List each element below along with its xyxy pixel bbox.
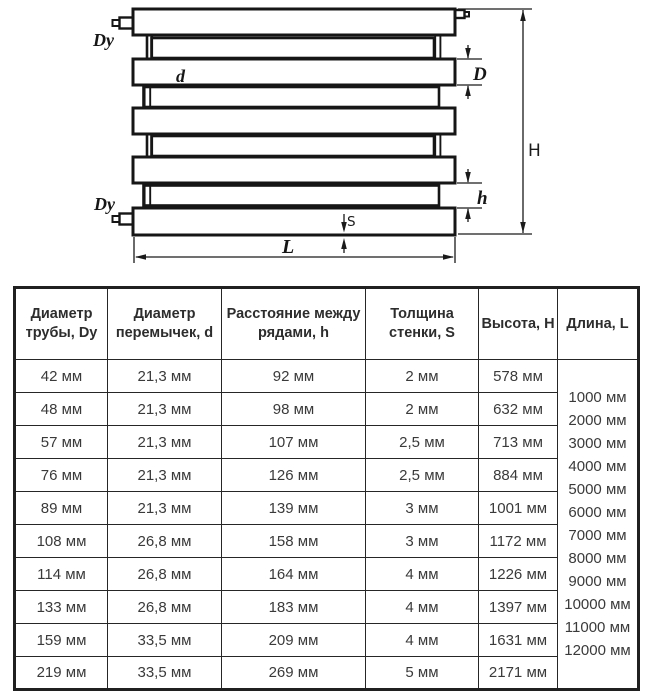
length-value: 4000 мм (568, 458, 627, 475)
length-value: 9000 мм (568, 573, 627, 590)
table-cell: 1631 мм (479, 624, 558, 657)
table-cell: 76 мм (15, 459, 108, 492)
table-cell: 209 мм (222, 624, 366, 657)
pipe-row-4 (144, 87, 440, 107)
register-diagram (0, 0, 647, 283)
pipe-row-5 (133, 108, 455, 134)
table-cell: 159 мм (15, 624, 108, 657)
table-cell: 269 мм (222, 657, 366, 690)
arrowhead (520, 10, 526, 21)
label-d: d (176, 66, 185, 86)
table-cell: 2 мм (366, 393, 479, 426)
table-row (15, 525, 639, 558)
table-cell: 89 мм (15, 492, 108, 525)
table-cell: 21,3 мм (108, 426, 222, 459)
label-h: h (477, 188, 488, 209)
table-cell: 3 мм (366, 492, 479, 525)
table-cell: 884 мм (479, 459, 558, 492)
table-cell: 1001 мм (479, 492, 558, 525)
length-value: 12000 мм (564, 642, 631, 659)
dimension-L (134, 237, 455, 263)
pipe-row-7 (133, 157, 455, 183)
arrowhead (465, 85, 471, 96)
table-cell: 5 мм (366, 657, 479, 690)
length-value: 7000 мм (568, 527, 627, 544)
table-row (15, 426, 639, 459)
header-height: Высота, H (479, 288, 558, 360)
length-value: 1000 мм (568, 389, 627, 406)
table-cell: 21,3 мм (108, 492, 222, 525)
lengths-cell (558, 360, 639, 690)
table-row (15, 657, 639, 690)
table-cell: 2,5 мм (366, 459, 479, 492)
length-value: 3000 мм (568, 435, 627, 452)
table-cell: 4 мм (366, 624, 479, 657)
arrowhead (135, 254, 146, 260)
table-cell: 98 мм (222, 393, 366, 426)
length-value: 10000 мм (564, 596, 631, 613)
table-row (15, 624, 639, 657)
table-cell: 57 мм (15, 426, 108, 459)
table-cell: 107 мм (222, 426, 366, 459)
header-row (15, 288, 639, 360)
pipe-row-8 (144, 186, 440, 206)
table-cell: 33,5 мм (108, 657, 222, 690)
table-cell: 578 мм (479, 360, 558, 393)
arrowhead (465, 172, 471, 183)
table-cell: 164 мм (222, 558, 366, 591)
label-dy-bottom: Dy (94, 194, 115, 214)
table-cell: 33,5 мм (108, 624, 222, 657)
table-row (15, 393, 639, 426)
dimension-H (458, 9, 532, 234)
length-value: 8000 мм (568, 550, 627, 567)
label-H: H (528, 141, 541, 161)
pipe-row-6 (152, 136, 435, 156)
table-row (15, 591, 639, 624)
table-cell: 48 мм (15, 393, 108, 426)
table-cell: 26,8 мм (108, 558, 222, 591)
pipe-row-2 (152, 38, 435, 58)
table-cell: 114 мм (15, 558, 108, 591)
table-cell: 92 мм (222, 360, 366, 393)
arrowhead (520, 222, 526, 233)
table-cell: 108 мм (15, 525, 108, 558)
length-value: 5000 мм (568, 481, 627, 498)
dimensions-table (13, 286, 640, 691)
table-cell: 4 мм (366, 591, 479, 624)
stub-top-left (120, 18, 134, 29)
table-cell: 26,8 мм (108, 591, 222, 624)
label-dy-top: Dy (93, 30, 114, 50)
table-cell: 2,5 мм (366, 426, 479, 459)
table-cell: 26,8 мм (108, 525, 222, 558)
table-cell: 133 мм (15, 591, 108, 624)
table-cell: 21,3 мм (108, 393, 222, 426)
arrowhead (465, 48, 471, 59)
pipe-row-1 (133, 9, 455, 35)
header-pipe-diameter: Диаметр трубы, Dy (15, 288, 108, 360)
table-cell: 21,3 мм (108, 360, 222, 393)
table-cell: 4 мм (366, 558, 479, 591)
table-row (15, 492, 639, 525)
table-cell: 183 мм (222, 591, 366, 624)
header-wall-thickness: Толщина стенки, S (366, 288, 479, 360)
arrowhead (341, 238, 347, 249)
table-cell: 219 мм (15, 657, 108, 690)
table-row (15, 558, 639, 591)
table-cell: 1226 мм (479, 558, 558, 591)
stub-bottom-left (120, 214, 134, 225)
table-cell: 139 мм (222, 492, 366, 525)
arrowhead (443, 254, 454, 260)
table-cell: 3 мм (366, 525, 479, 558)
table-cell: 2 мм (366, 360, 479, 393)
table-row (15, 360, 639, 393)
header-row-spacing: Расстояние между рядами, h (222, 288, 366, 360)
table-cell: 632 мм (479, 393, 558, 426)
table-cell: 1397 мм (479, 591, 558, 624)
label-S: S (347, 214, 356, 230)
header-length: Длина, L (558, 288, 639, 360)
table-row (15, 459, 639, 492)
length-value: 11000 мм (564, 619, 631, 636)
table-cell: 1172 мм (479, 525, 558, 558)
header-jumper-diameter: Диаметр перемычек, d (108, 288, 222, 360)
length-value: 2000 мм (568, 412, 627, 429)
table-cell: 21,3 мм (108, 459, 222, 492)
length-value: 6000 мм (568, 504, 627, 521)
table-cell: 126 мм (222, 459, 366, 492)
label-L: L (282, 236, 295, 258)
table-cell: 713 мм (479, 426, 558, 459)
table-cell: 158 мм (222, 525, 366, 558)
table-cell: 2171 мм (479, 657, 558, 690)
arrowhead (465, 208, 471, 219)
pipe-row-9 (133, 208, 455, 235)
table-cell: 42 мм (15, 360, 108, 393)
label-D: D (473, 64, 487, 85)
